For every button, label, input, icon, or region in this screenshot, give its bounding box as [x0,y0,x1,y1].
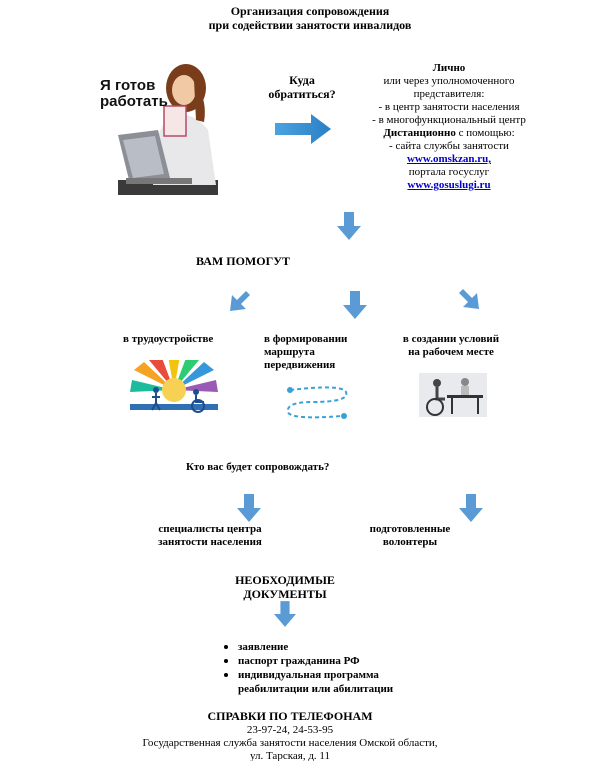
route-line-1: в формировании [264,333,348,345]
route-illustration [282,382,356,422]
slogan-line-1: Я готов [100,77,156,94]
contact-line-9: портала госуслуг [408,166,490,178]
footer-organization: Государственная служба занятости населения Омской области, [142,737,438,749]
workplace-line-2: на рабочем месте [408,346,494,358]
where-line-1: Куда [289,73,315,87]
help-title: ВАМ ПОМОГУТ [196,254,291,268]
page-title [200,4,420,32]
title-line-1: Организация сопровождения [230,4,390,18]
documents-title-line-1: НЕОБХОДИМЫЕ [235,573,335,587]
specialists-line-1: специалисты центра [158,523,262,535]
route-path-icon [282,382,356,422]
where-line-2: обратиться? [268,87,336,101]
help-item-workplace [386,333,516,359]
contact-line-3: представителя: [413,88,485,100]
gosuslugi-link[interactable]: www.gosuslugi.ru [407,179,491,191]
help-item-route [264,333,374,372]
where-question [262,73,342,101]
contact-options [368,62,530,192]
contact-line-7: - сайта службы занятости [389,140,509,152]
escort-question: Кто вас будет сопровождать? [186,461,330,473]
documents-title [220,573,350,601]
workplace-illustration [419,373,487,417]
documents-list [224,640,424,696]
arrow-down-icon [459,494,483,522]
documents-title-line-2: ДОКУМЕНТЫ [243,587,327,601]
banner-image [98,60,220,195]
arrow-down-icon [274,601,296,627]
arrow-down-right-icon [457,287,481,311]
arrow-down-icon [343,291,367,319]
wheelchair-desk-icon [419,373,487,417]
employment-illustration [126,360,222,418]
arrow-down-icon [337,212,361,240]
route-line-2: маршрута [264,346,315,358]
arrow-right-icon [275,114,331,144]
footer-title: СПРАВКИ ПО ТЕЛЕФОНАМ [207,709,373,723]
specialists-line-2: занятости населения [158,536,262,548]
contact-line-5: - в многофункциональный центр [372,114,526,126]
footer-phones: 23-97-24, 24-53-95 [246,724,334,736]
footer-contacts [120,709,460,761]
footer-address: ул. Тарская, д. 11 [249,750,331,761]
help-item-employment: в трудоустройстве [123,333,214,345]
personal-heading: Лично [432,62,466,74]
contact-line-2: или через уполномоченного [383,75,515,87]
document-item: заявление [238,640,424,654]
escort-volunteers [352,523,468,549]
slogan-line-2: работать [100,93,168,110]
title-line-2: при содействии занятости инвалидов [208,18,412,32]
banner-slogan [100,78,178,110]
omskzan-link[interactable]: www.omskzan.ru, [406,153,492,165]
route-line-3: передвижения [264,359,336,371]
escort-specialists [138,523,282,549]
document-item: реабилитации или абилитации [238,683,394,695]
arrow-down-icon [237,494,261,522]
sun-people-icon [126,360,222,418]
document-item: индивидуальная программа [238,668,424,682]
workplace-line-1: в создании условий [402,333,500,345]
arrow-down-left-icon [228,289,252,313]
contact-line-4: - в центр занятости населения [378,101,520,113]
remote-heading: Дистанционно [383,127,456,139]
remote-line [368,127,530,140]
volunteers-line-2: волонтеры [382,536,438,548]
remote-rest: с помощью: [455,127,515,139]
volunteers-line-1: подготовленные [369,523,451,535]
document-item: паспорт гражданина РФ [238,654,424,668]
